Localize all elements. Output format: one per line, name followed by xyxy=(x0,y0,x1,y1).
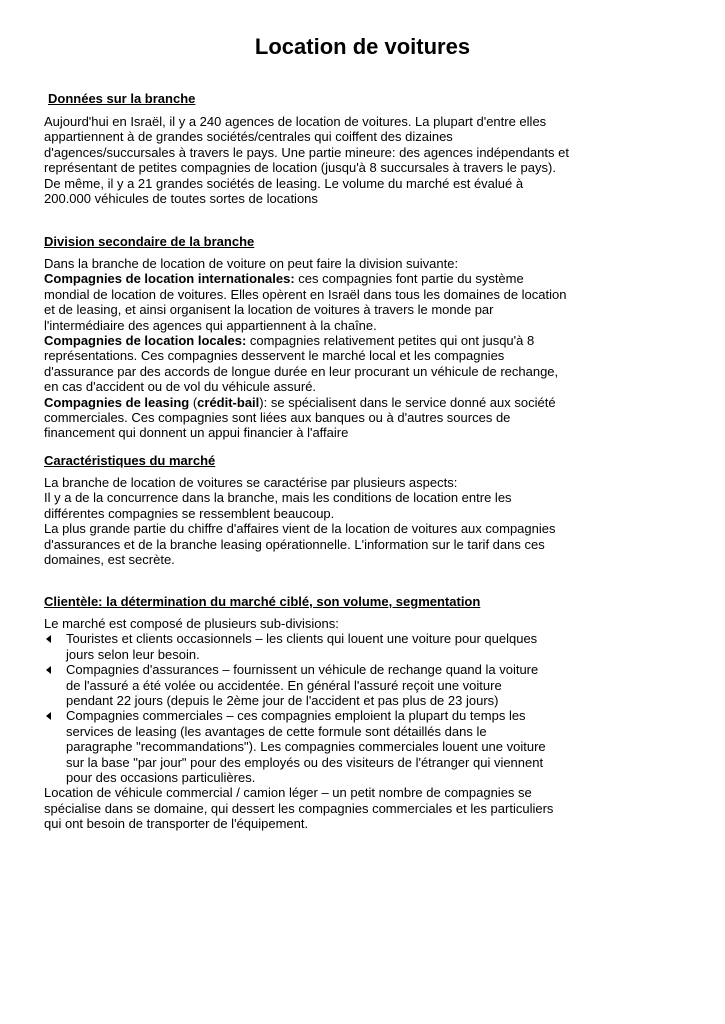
text-run: ): se spécialisent dans le service donné aux société xyxy=(259,394,556,410)
text-line: services de leasing (les avantages de cette formule sont détaillés dans le xyxy=(66,723,487,739)
text-line: commerciales. Ces compagnies sont liées aux banques ou à d'autres sources de xyxy=(44,410,511,426)
text-line: représentations. Ces compagnies desservent le marché local et les compagnies xyxy=(44,348,505,364)
text-line: financement qui donnent un appui financier à l'affaire xyxy=(44,425,349,441)
text-line: Compagnies d'assurances – fournissent un véhicule de rechange quand la voiture xyxy=(66,662,539,678)
text-line: domaines, est secrète. xyxy=(44,552,175,568)
section-body-division xyxy=(44,256,604,441)
bold-label-locales: Compagnies de location locales: xyxy=(44,333,247,349)
text-line xyxy=(44,271,604,286)
arrow-left-bullet-icon xyxy=(46,635,51,643)
list-item xyxy=(44,631,604,662)
text-line: Aujourd'hui en Israël, il y a 240 agences de location de voitures. La plupart d'entre elles xyxy=(44,114,547,129)
text-line: d'assurance par des accords de longue durée en leur procurant un véhicule de rechange, xyxy=(44,363,559,379)
text-line: d'assurances et de la branche leasing opérationnelle. L'information sur le tarif dans ces xyxy=(44,536,545,552)
text-line: mondial de location de voitures. Elles opèrent en Israël dans tous les domaines de location xyxy=(44,286,567,302)
text-line: jours selon leur besoin. xyxy=(66,646,200,662)
text-line xyxy=(44,333,604,348)
section-body-clientele xyxy=(44,616,604,832)
text-line: Location de véhicule commercial / camion léger – un petit nombre de compagnies se xyxy=(44,785,532,801)
text-line: 200.000 véhicules de toutes sortes de locations xyxy=(44,191,318,207)
text-line: Compagnies commerciales – ces compagnies emploient la plupart du temps les xyxy=(66,708,526,724)
text-run: compagnies relativement petites qui ont jusqu'à 8 xyxy=(246,333,535,349)
text-line: pendant 22 jours (depuis le 2ème jour de l'accident et pas plus de 23 jours) xyxy=(66,693,499,709)
text-line: appartiennent à de grandes sociétés/centrales qui coiffent des dizaines xyxy=(44,129,453,145)
list-item xyxy=(44,708,604,785)
text-line: qui ont besoin de transporter de l'équipement. xyxy=(44,816,309,832)
text-line: La plus grande partie du chiffre d'affaires vient de la location de voitures aux compagnies xyxy=(44,521,556,537)
section-heading-division: Division secondaire de la branche xyxy=(44,234,255,249)
text-line: différentes compagnies se ressemblent beaucoup. xyxy=(44,505,335,521)
section-heading-clientele: Clientèle: la détermination du marché ciblé, son volume, segmentation xyxy=(44,594,481,609)
text-line: et de leasing, et ainsi organisent la location de voitures à travers le monde par xyxy=(44,302,494,318)
text-line: en cas d'accident ou de vol du véhicule assuré. xyxy=(44,379,317,395)
bold-label-internationales: Compagnies de location internationales: xyxy=(44,271,295,287)
text-line: l'intermédiaire des agences qui appartiennent à la chaîne. xyxy=(44,317,377,333)
text-line: pour des occasions particulières. xyxy=(66,770,256,786)
text-run: ces compagnies font partie du système xyxy=(294,271,524,287)
arrow-left-bullet-icon xyxy=(46,712,51,720)
bold-label-credit-bail: crédit-bail xyxy=(197,394,260,410)
bold-label-leasing: Compagnies de leasing xyxy=(44,394,190,410)
text-line: de l'assuré a été volée ou accidentée. En général l'assuré reçoit une voiture xyxy=(66,677,502,693)
text-line: représentant de petites compagnies de location (jusqu'à 8 succursales à travers le pays). xyxy=(44,160,556,176)
section-heading-donnees: Données sur la branche xyxy=(48,91,196,106)
text-line: Touristes et clients occasionnels – les clients qui louent une voiture pour quelques xyxy=(66,631,538,647)
section-body-caracteristiques xyxy=(44,475,604,567)
text-line: sur la base "par jour" pour des employés ou des visiteurs de l'étranger qui viennent xyxy=(66,754,544,770)
section-heading-caracteristiques: Caractéristiques du marché xyxy=(44,453,216,468)
text-run: ( xyxy=(189,394,198,410)
text-line: d'agences/succursales à travers le pays. Une partie mineure: des agences indépendants et xyxy=(44,144,569,160)
text-line xyxy=(44,395,604,410)
text-line: Il y a de la concurrence dans la branche, mais les conditions de location entre les xyxy=(44,490,512,506)
text-line: Dans la branche de location de voiture on peut faire la division suivante: xyxy=(44,256,459,271)
text-line: De même, il y a 21 grandes sociétés de leasing. Le volume du marché est évalué à xyxy=(44,175,524,191)
page-title: Location de voitures xyxy=(254,34,471,59)
text-line: paragraphe "recommandations"). Les compagnies commerciales louent une voiture xyxy=(66,739,546,755)
text-line: spécialise dans se domaine, qui dessert les compagnies commerciales et les particuliers xyxy=(44,800,554,816)
text-line: Le marché est composé de plusieurs sub-divisions: xyxy=(44,616,339,631)
text-line: La branche de location de voitures se caractérise par plusieurs aspects: xyxy=(44,475,458,490)
list-item xyxy=(44,662,604,708)
section-body-donnees xyxy=(44,114,604,206)
arrow-left-bullet-icon xyxy=(46,666,51,674)
